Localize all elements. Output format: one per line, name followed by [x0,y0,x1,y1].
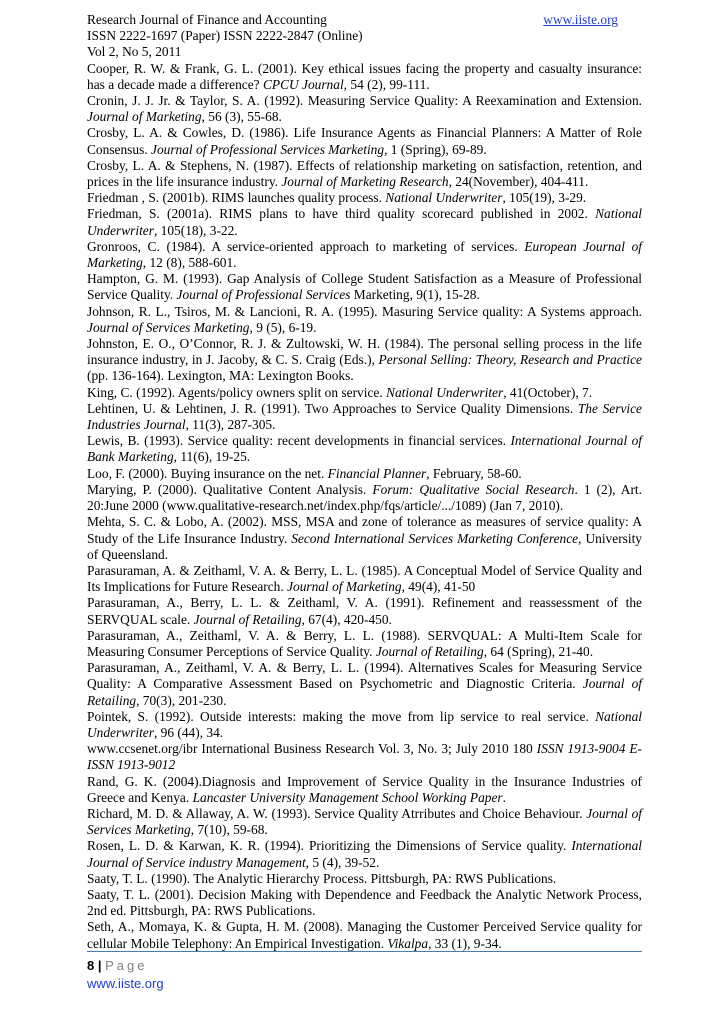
reference-source: National Underwriter [386,384,504,400]
reference-entry [87,774,642,806]
page-separator: | [97,958,102,973]
reference-text: , February, 58-60. [426,465,522,481]
reference-text: Lewis, B. (1993). Service quality: recent developments in financial services. [87,433,511,449]
reference-text: , 67(4), 420-450. [301,611,392,627]
reference-source: Vikalpa [387,935,429,951]
reference-text: Gronroos, C. (1984). A service-oriented approach to marketing of services. [87,238,525,254]
reference-entry [87,206,642,238]
reference-text: , 64 (Spring), 21-40. [483,643,594,659]
reference-text: , 7(10), 59-68. [190,822,268,838]
footer-site-link[interactable]: www.iiste.org [87,976,164,991]
reference-text: , 49(4), 41-50 [401,579,476,595]
reference-text: Loo, F. (2000). Buying insurance on the net. [87,465,328,481]
reference-text: Saaty, T. L. (2001). Decision Making with Dependence and Feedback the Analytic Network Process, 2nd ed. Pittsburgh, PA: RWS Publications. [87,886,642,919]
reference-text: , 33 (1), 9-34. [428,935,502,951]
footer-rule [87,951,642,952]
reference-source: Journal of Marketing [287,579,402,595]
page-body [87,12,642,952]
reference-entry [87,125,642,157]
reference-source: Journal of Professional Services Marketing [151,141,385,157]
reference-source: International Journal of Bank Marketing [87,433,643,465]
reference-entry [87,660,642,709]
reference-text: Crosby, L. A. & Stephens, N. (1987). Effects of relationship marketing on satisfaction, retention, and prices in the life insurance industry. [87,157,642,190]
reference-text: Parasuraman, A., Zeithaml, V. A. & Berry, L. L. (1988). SERVQUAL: A Multi-Item Scale for Measuring Consumer Perceptions of Service Quality. [87,627,642,659]
reference-text: Hampton, G. M. (1993). Gap Analysis of College Student Satisfaction as a Measure of Professional Service Quality. [87,271,642,303]
reference-text: Marketing, 9(1), 15-28. [350,287,480,303]
reference-source: Second International Services Marketing Conference [291,530,579,546]
reference-source: Journal of Retailing [193,611,302,627]
page-footer [87,951,642,991]
reference-text: Crosby, L. A. & Cowles, D. (1986). Life Insurance Agents as Financial Planners: A Matter of Role Consensus. [87,125,642,157]
reference-list [87,61,642,952]
reference-text: , 9 (5), 6-19. [249,319,317,335]
reference-source: Forum: Qualitative Social Research [372,481,575,497]
reference-entry [87,919,642,951]
reference-entry [87,466,642,482]
reference-entry [87,563,642,595]
reference-entry [87,595,642,627]
reference-text: , 1 (Spring), 69-89. [384,141,487,157]
reference-text: , 11(3), 287-305. [185,417,276,433]
reference-entry [87,709,642,741]
reference-text: , 12 (8), 588-601. [142,255,237,271]
reference-text: Rand, G. K. (2004).Diagnosis and Improvement of Service Quality in the Insurance Industries of Greece and Kenya. [87,773,642,805]
reference-text: Parasuraman, A. & Zeithaml, V. A. & Berry, L. L. (1985). A Conceptual Model of Service Quality and Its Implications for Future Research. [87,562,642,595]
reference-source: National Underwriter [87,708,642,740]
reference-source: Journal of Retailing [375,643,484,659]
reference-text: Marying, P. (2000). Qualitative Content Analysis. [87,481,373,497]
reference-entry [87,401,642,433]
reference-text: . 1 (2), Art. 20:June 2000 (www.qualitative-research.net/index.php/fqs/article/.../1089) (Jan 7, 2010). [87,481,642,514]
reference-text: , 105(19), 3-29. [502,190,587,206]
page-number: 8 [87,958,95,973]
reference-entry [87,514,642,563]
reference-text: , University of Queensland. [87,530,642,562]
reference-text: Cronin, J. J. Jr. & Taylor, S. A. (1992). Measuring Service Quality: A Reexamination and Extension. [87,93,642,109]
reference-entry [87,336,642,385]
page-word: Page [105,958,148,973]
reference-source: Journal of Services Marketing [87,805,642,838]
reference-source: Journal of Professional Services [176,287,351,303]
reference-text: , 70(3), 201-230. [136,692,227,708]
reference-text: Johnston, E. O., O’Connor, R. J. & Zultowski, W. H. (1984). The personal selling process in the life insurance industry, in J. Jacoby, & C. S. Craig (Eds.), [87,336,642,368]
reference-source: Financial Planner [327,465,427,481]
reference-entry [87,385,642,401]
reference-text: Friedman, S. (2001a). RIMS plans to have third quality scorecard published in 2002. [87,206,596,222]
reference-text: , 41(October), 7. [503,384,593,400]
reference-text: Johnson, R. L., Tsiros, M. & Lancioni, R. A. (1995). Masuring Service quality: A Systems approach. [87,303,642,319]
reference-entry [87,482,642,514]
reference-entry [87,871,642,887]
reference-source: Lancaster University Management School Working Paper [192,789,503,805]
reference-text: , 96 (44), 34. [153,724,224,740]
reference-source: CPCU Journal [262,76,344,92]
reference-text: www.ccsenet.org/ibr International Business Research Vol. 3, No. 3; July 2010 180 [87,741,537,757]
reference-source: ISSN 1913-9004 E-ISSN 1913-9012 [87,741,642,773]
reference-text: King, C. (1992). Agents/policy owners split on service. [87,384,387,400]
reference-text: , 11(6), 19-25. [173,449,251,465]
reference-source: International Journal of Service industry Management [87,838,642,870]
page-indicator [87,958,642,973]
reference-text: Parasuraman, A., Berry, L. L. & Zeithaml, V. A. (1991). Refinement and reassessment of the SERVQUAL scale. [87,595,642,627]
reference-text: Richard, M. D. & Allaway, A. W. (1993). Service Quality Atrributes and Choice Behaviour. [87,805,587,821]
reference-entry [87,190,642,206]
reference-entry [87,271,642,303]
reference-text: , 24(November), 404-411. [448,174,589,190]
reference-entry [87,628,642,660]
reference-source: European Journal of Marketing [87,238,642,271]
reference-entry [87,433,642,465]
reference-text: Mehta, S. C. & Lobo, A. (2002). MSS, MSA and zone of tolerance as measures of service quality: A Study of the Life Insurance Industry. [87,514,642,546]
reference-text: Lehtinen, U. & Lehtinen, J. R. (1991). Two Approaches to Service Quality Dimensions. [87,400,578,416]
reference-text: Friedman , S. (2001b). RIMS launches quality process. [87,190,386,206]
reference-text: Cooper, R. W. & Frank, G. L. (2001). Key ethical issues facing the property and casualty insurance: has a decade made a difference? [87,60,642,92]
reference-source: Journal of Marketing Research [281,174,449,190]
reference-text: , 54 (2), 99-111. [343,76,430,92]
reference-entry [87,93,642,125]
issn-line: ISSN 2222-1697 (Paper) ISSN 2222-2847 (Online) [87,28,363,44]
reference-source: Personal Selling: Theory, Research and Practice [378,352,642,368]
reference-entry [87,158,642,190]
reference-source: Journal of Services Marketing [87,319,250,335]
reference-text: Parasuraman, A., Zeithaml, V. A. & Berry, L. L. (1994). Alternatives Scales for Measuring Service Quality: A Comparative Assessment Based on Psychometric and Diagnostic Criteria. [87,660,642,692]
reference-entry [87,304,642,336]
reference-text: Saaty, T. L. (1990). The Analytic Hierarchy Process. Pittsburgh, PA: RWS Publications. [87,870,557,886]
reference-entry [87,61,642,93]
reference-text: Seth, A., Momaya, K. & Gupta, H. M. (2008). Managing the Customer Perceived Service quality for cellular Mobile Telephony: An Empirical Investigation. [87,919,642,951]
reference-entry [87,239,642,271]
reference-text: , 56 (3), 55-68. [201,109,282,125]
reference-source: Journal of Retailing [87,676,642,708]
reference-entry [87,806,642,838]
reference-entry [87,838,642,870]
reference-text: Rosen, L. D. & Karwan, K. R. (1994). Prioritizing the Dimensions of Service quality. [87,838,572,854]
journal-title: Research Journal of Finance and Accounting [87,12,327,27]
reference-text: Pointek, S. (1992). Outside interests: making the move from lip service to real service. [87,708,596,724]
reference-text: , 5 (4), 39-52. [305,854,380,870]
reference-source: National Underwriter [87,206,642,238]
reference-entry [87,887,642,919]
reference-source: Journal of Marketing [87,109,202,125]
volume-line: Vol 2, No 5, 2011 [87,44,182,60]
reference-source: The Service Industries Journal [87,400,643,433]
reference-entry [87,741,642,773]
reference-text: , 105(18), 3-22. [153,222,238,238]
header-site-link[interactable]: www.iiste.org [543,12,618,27]
reference-text: (pp. 136-164). Lexington, MA: Lexington Books. [87,368,354,384]
reference-source: National Underwriter [385,190,503,206]
reference-text: . [502,789,506,805]
running-header [87,12,642,28]
